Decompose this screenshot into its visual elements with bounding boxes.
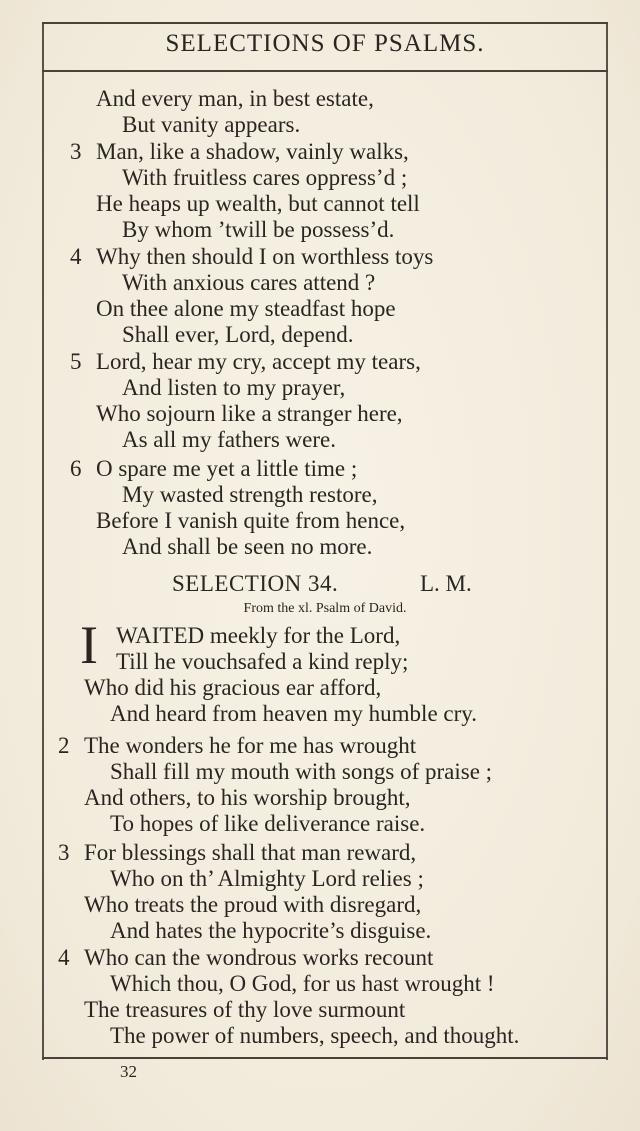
verse-line: Who sojourn like a stranger here, [96,401,403,426]
verse-line: Who on th’ Almighty Lord relies ; [110,866,424,891]
verse-line: To hopes of like deliverance raise. [110,811,426,836]
verse-line: He heaps up wealth, but cannot tell [96,191,420,216]
running-header: SELECTIONS OF PSALMS. [165,30,485,57]
verse-line: Who can the wondrous works recount [84,945,434,970]
verse-line: O spare me yet a little time ; [96,456,358,481]
verse-line: Man, like a shadow, vainly walks, [96,139,409,164]
verse-line: The wonders he for me has wrought [84,733,417,758]
bottom-rule [42,1057,608,1059]
selection-metre: L. M. [420,571,472,596]
verse-line: And listen to my prayer, [122,375,346,400]
verse-line: On thee alone my steadfast hope [96,296,396,321]
stanza-number: 4 [58,945,70,970]
verse-line: The treasures of thy love surmount [84,997,406,1022]
verse-line: My wasted strength restore, [122,482,378,507]
verse-line: The power of numbers, speech, and thought. [110,1023,520,1048]
verse-line: By whom ’twill be possess’d. [122,217,395,242]
header-rule [42,70,608,72]
verse-line: Before I vanish quite from hence, [96,508,406,533]
verse-line: Why then should I on worthless toys [96,244,434,269]
verse-line: Till he vouchsafed a kind reply; [116,649,409,674]
verse-line: And shall be seen no more. [122,534,373,559]
frame-right-border [606,22,608,1060]
verse-line: And hates the hypocrite’s disguise. [110,918,432,943]
stanza-number: 5 [70,349,82,374]
verse-line: With anxious cares attend ? [122,270,376,295]
verse-line: As all my fathers were. [122,427,336,452]
verse-line: And others, to his worship brought, [84,785,411,810]
stanza-number: 3 [70,139,82,164]
verse-line: But vanity appears. [122,112,301,137]
verse-line: Shall fill my mouth with songs of praise ; [110,759,493,784]
verse-line: Shall ever, Lord, depend. [122,322,354,347]
verse-line: For blessings shall that man reward, [84,840,417,865]
verse-line: Who treats the proud with disregard, [84,892,422,917]
verse-line: WAITED meekly for the Lord, [116,623,401,648]
stanza-number: 6 [70,456,82,481]
drop-cap: I [80,615,98,675]
stanza-number: 3 [58,840,70,865]
frame-left-border [42,22,44,1060]
verse-line: Which thou, O God, for us hast wrought ! [110,971,495,996]
verse-line: Lord, hear my cry, accept my tears, [96,349,421,374]
verse-line: With fruitless cares oppress’d ; [122,165,408,190]
page-number: 32 [120,1062,137,1081]
verse-line: Who did his gracious ear afford, [84,675,382,700]
selection-subtitle: From the xl. Psalm of David. [243,601,407,616]
stanza-number: 4 [70,244,82,269]
verse-line: And every man, in best estate, [96,86,374,111]
selection-title: SELECTION 34. [172,571,339,596]
top-rule [42,22,608,24]
verse-line: And heard from heaven my humble cry. [110,701,478,726]
stanza-number: 2 [58,733,70,758]
